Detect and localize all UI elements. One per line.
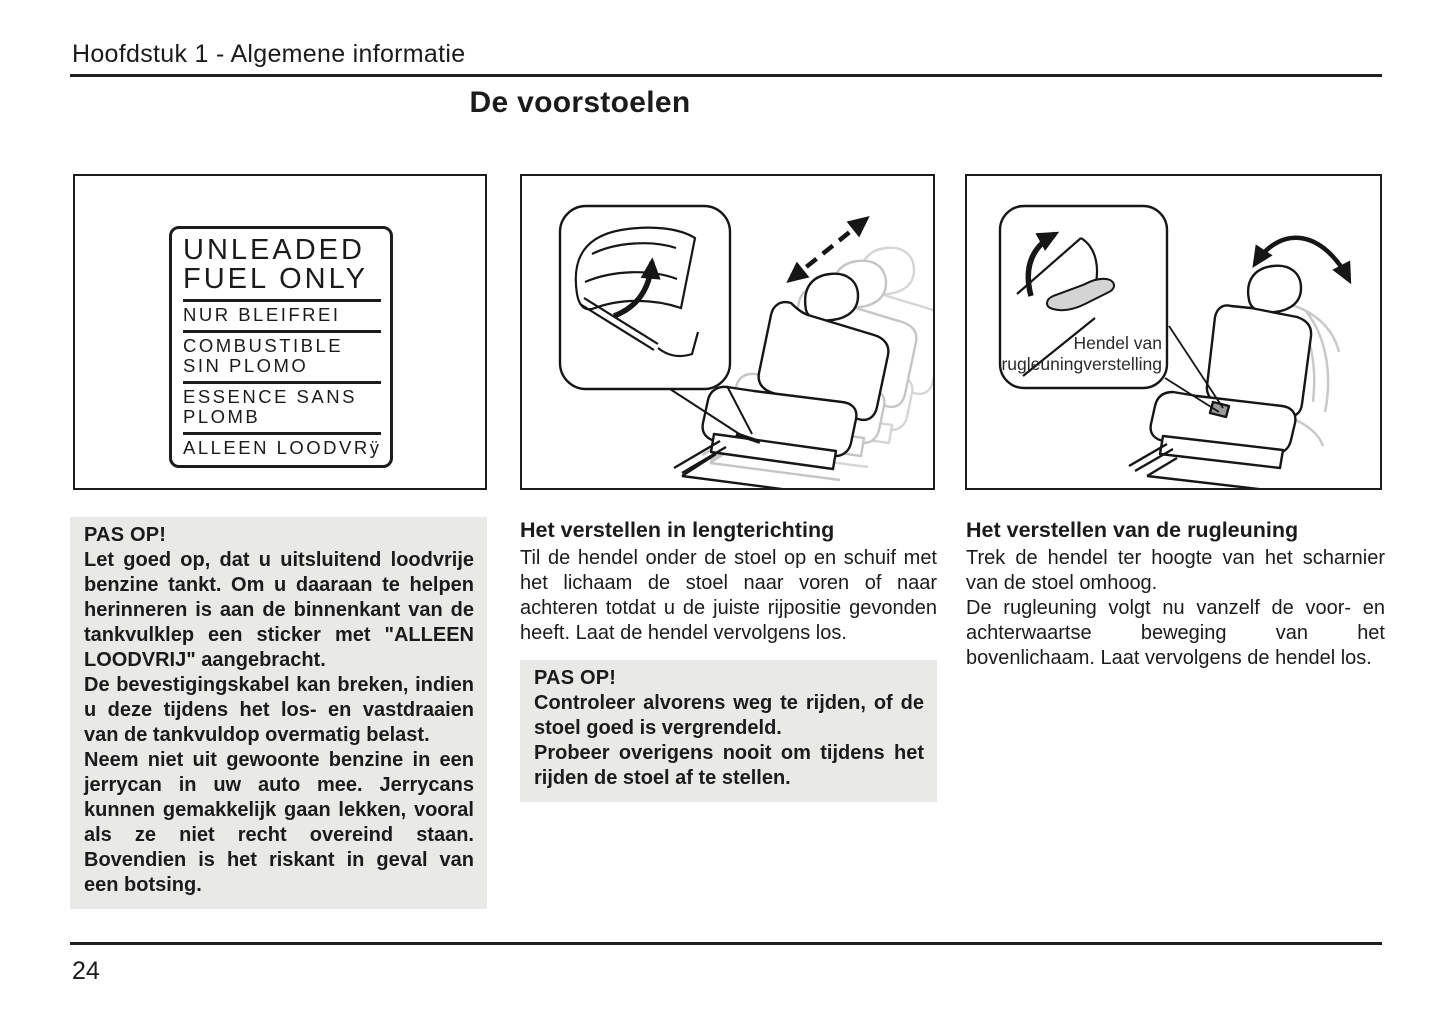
figure-seat-backrest — [965, 174, 1382, 490]
sticker-line: ESSENCE SANS — [183, 386, 357, 407]
sticker-spanish — [183, 333, 381, 384]
sticker-line: UNLEADED — [183, 234, 365, 266]
sticker-line: NUR BLEIFREI — [183, 304, 341, 325]
lever-inset-callout — [1000, 206, 1223, 412]
sticker-french — [183, 384, 381, 435]
warning-box-seat-lock — [520, 660, 937, 802]
sticker-line: SIN PLOMO — [183, 355, 309, 376]
warning-box-fuel — [70, 517, 487, 909]
section-heading-sliding: Het verstellen in lengterichting — [520, 518, 835, 542]
section-body: Trek de hendel ter hoogte van het scharnier van de stoel omhoog. — [966, 547, 1385, 594]
warning-paragraph: Neem niet uit gewoonte benzine in een jerrycan in uw auto mee. Jerrycans kunnen gemakkelijk gaan lekken, vooral als ze niet recht overeind staan. Bovendien is het riskant in geval van een botsing. — [84, 749, 474, 896]
warning-paragraph: Probeer overigens nooit om tijdens het rijden de stoel af te stellen. — [534, 742, 924, 789]
section-body: De rugleuning volgt nu vanzelf de voor- en achterwaartse beweging van het bovenlichaam. Laat vervolgens de hendel los. — [966, 597, 1385, 669]
footer-rule — [70, 942, 1382, 945]
backrest-lever-label — [995, 333, 1162, 375]
label-line: Hendel van — [1073, 333, 1162, 353]
seat-sliding-illustration — [522, 176, 933, 488]
section-body: Til de hendel onder de stoel op en schuif met het lichaam de stoel naar voren of naar achteren totdat u de juiste rijpositie gevonden heeft. Laat de hendel vervolgens los. — [520, 547, 937, 644]
figure-fuel-sticker — [73, 174, 487, 490]
page-title: De voorstoelen — [469, 86, 691, 119]
fuel-sticker — [169, 226, 393, 468]
figure-seat-sliding — [520, 174, 935, 490]
label-line: rugleuningverstelling — [1001, 354, 1162, 374]
sticker-english — [183, 233, 381, 302]
sticker-dutch — [183, 435, 381, 460]
warning-paragraph: Let goed op, dat u uitsluitend loodvrije benzine tankt. Om u daaraan te helpen herinneren is aan de binnenkant van de tankvulklep een sticker met "ALLEEN LOODVRIJ" aangebracht. — [84, 549, 474, 671]
section-heading-backrest: Het verstellen van de rugleuning — [966, 518, 1299, 542]
column-backrest-adjust — [966, 517, 1385, 671]
sticker-line: COMBUSTIBLE — [183, 335, 344, 356]
sticker-german — [183, 302, 381, 333]
column-fuel-warning — [70, 517, 487, 909]
warning-title: PAS OP! — [534, 667, 617, 689]
seat-backrest-illustration — [967, 176, 1380, 488]
warning-paragraph: De bevestigingskabel kan breken, indien u deze tijdens het los- en vastdraaien van de tankvuldop overmatig belast. — [84, 674, 474, 746]
header-rule — [70, 74, 1382, 77]
chapter-header: Hoofdstuk 1 - Algemene informatie — [72, 40, 466, 68]
page-number: 24 — [72, 957, 100, 985]
sticker-line: FUEL ONLY — [183, 263, 368, 295]
warning-title: PAS OP! — [84, 524, 167, 546]
warning-paragraph: Controleer alvorens weg te rijden, of de stoel goed is vergrendeld. — [534, 692, 924, 739]
sticker-line: ALLEEN LOODVRÿ — [183, 437, 382, 458]
sticker-line: PLOMB — [183, 406, 261, 427]
column-length-adjust — [520, 517, 937, 802]
